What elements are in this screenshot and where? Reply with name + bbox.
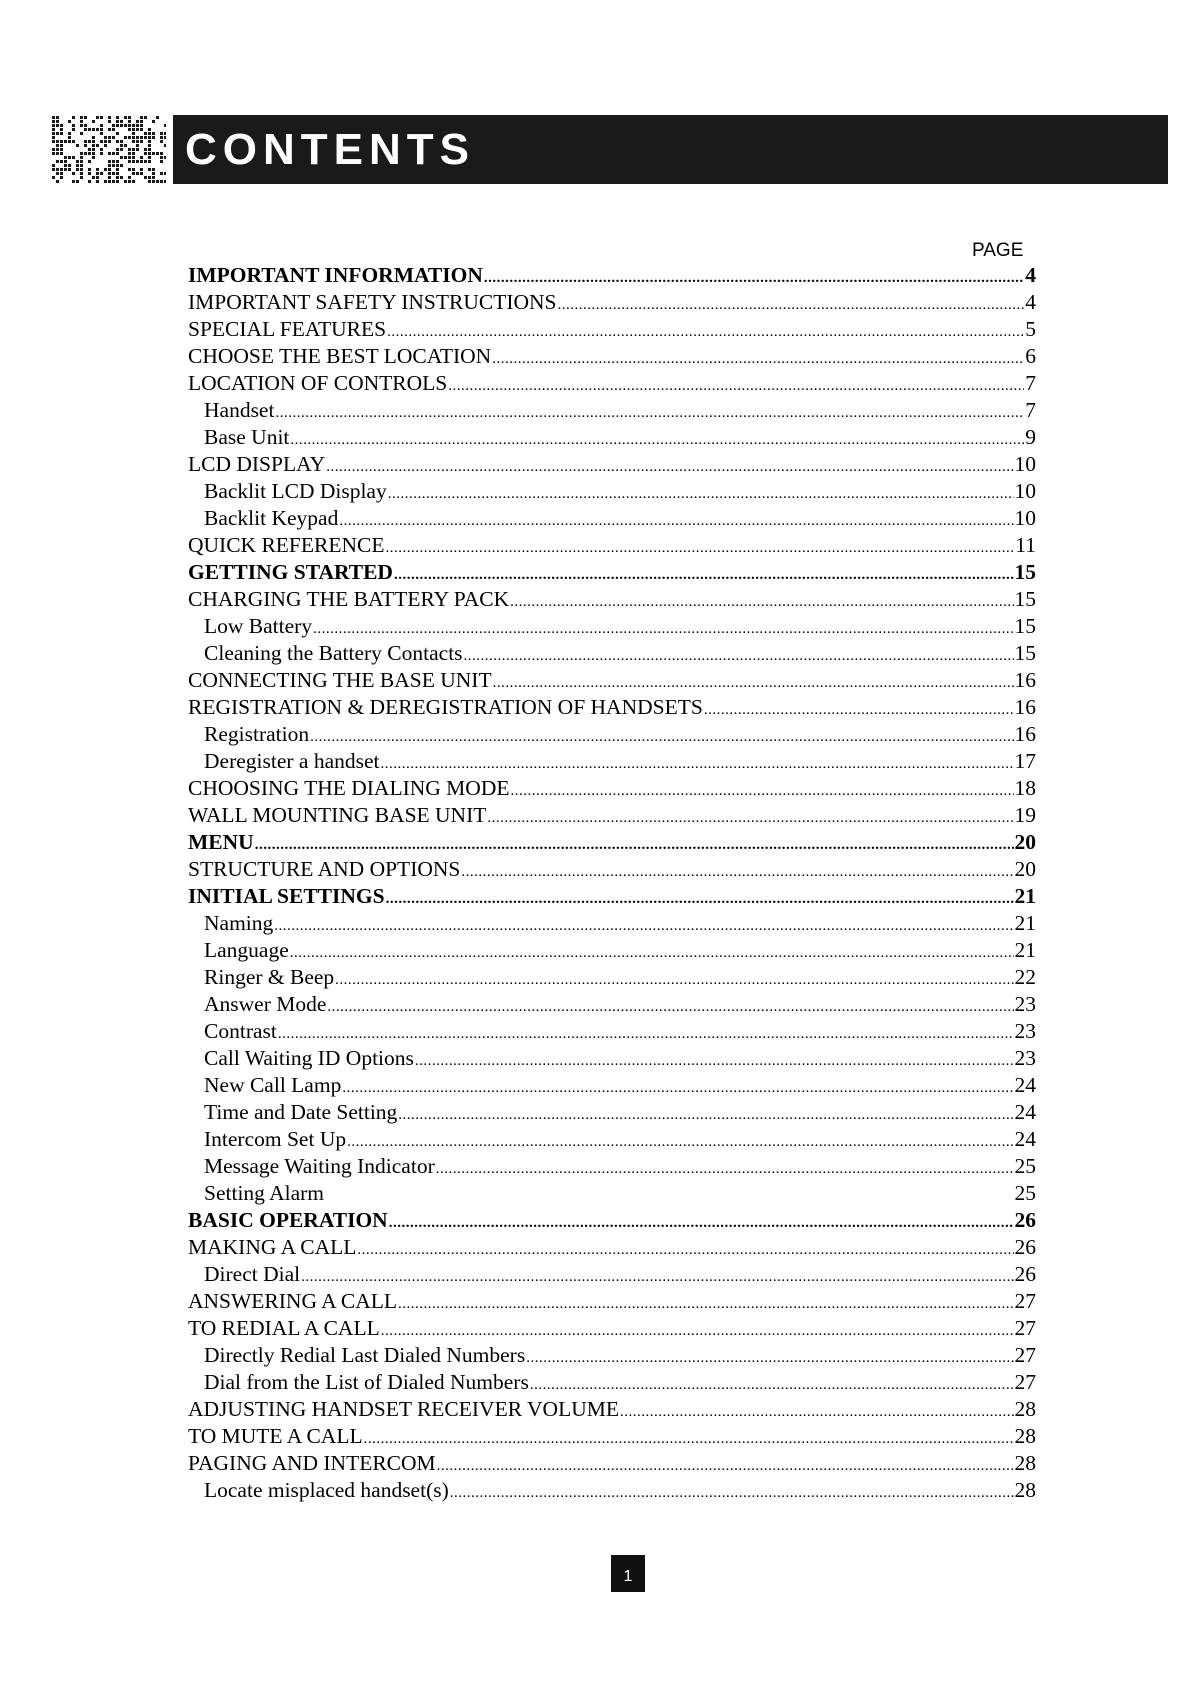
toc-entry[interactable]	[188, 937, 1036, 964]
toc-entry-page: 15	[1014, 614, 1036, 638]
toc-dot-leader	[364, 1426, 1014, 1453]
toc-entry-page: 23	[1014, 1046, 1036, 1070]
toc-entry[interactable]	[188, 964, 1036, 991]
toc-entry[interactable]	[188, 451, 1036, 478]
toc-dot-leader	[398, 1102, 1013, 1129]
toc-dot-leader	[510, 589, 1013, 616]
toc-entry[interactable]	[188, 1288, 1036, 1315]
toc-entry[interactable]	[188, 802, 1036, 829]
toc-entry[interactable]	[188, 721, 1036, 748]
toc-entry[interactable]	[188, 1342, 1036, 1369]
toc-entry-page: 18	[1014, 776, 1036, 800]
toc-dot-leader	[436, 1156, 1014, 1183]
toc-dot-leader	[388, 481, 1014, 508]
toc-entry[interactable]	[188, 1099, 1036, 1126]
toc-entry[interactable]	[188, 613, 1036, 640]
toc-entry[interactable]	[188, 1126, 1036, 1153]
toc-entry-label: CHARGING THE BATTERY PACK	[188, 587, 510, 611]
toc-entry[interactable]	[188, 1072, 1036, 1099]
toc-entry-page: 10	[1014, 452, 1036, 476]
toc-entry[interactable]	[188, 343, 1036, 370]
toc-entry-label: SPECIAL FEATURES	[188, 317, 387, 341]
toc-entry-label: TO MUTE A CALL	[188, 1424, 363, 1448]
toc-entry-page: 28	[1014, 1397, 1036, 1421]
toc-dot-leader	[510, 778, 1013, 805]
toc-dot-leader	[339, 508, 1013, 535]
page-column-label: PAGE	[972, 240, 1024, 261]
toc-entry[interactable]	[188, 1153, 1036, 1180]
toc-entry-label: Cleaning the Battery Contacts	[204, 641, 463, 665]
toc-entry-label: Message Waiting Indicator	[204, 1154, 435, 1178]
toc-entry-page: 16	[1014, 722, 1036, 746]
toc-dot-leader	[278, 1021, 1014, 1048]
toc-entry-page: 20	[1014, 857, 1036, 881]
toc-entry-page: 10	[1014, 506, 1036, 530]
toc-entry-label: Backlit LCD Display	[204, 479, 387, 503]
toc-entry-page: 15	[1014, 641, 1036, 665]
toc-entry-label: ADJUSTING HANDSET RECEIVER VOLUME	[188, 1397, 619, 1421]
toc-entry-label: Handset	[204, 398, 275, 422]
toc-dot-leader	[450, 1480, 1014, 1507]
toc-entry[interactable]	[188, 748, 1036, 775]
toc-entry-label: Contrast	[204, 1019, 277, 1043]
toc-entry[interactable]	[188, 289, 1036, 316]
toc-dot-leader	[275, 400, 1024, 427]
toc-entry[interactable]	[188, 1369, 1036, 1396]
toc-dot-leader	[464, 643, 1014, 670]
toc-dot-leader	[487, 805, 1013, 832]
toc-entry-label: Language	[204, 938, 289, 962]
toc-entry-page: 17	[1014, 749, 1036, 773]
toc-entry[interactable]	[188, 667, 1036, 694]
toc-dot-leader	[484, 265, 1024, 292]
toc-entry-label: Registration	[204, 722, 310, 746]
toc-entry-page: 15	[1014, 587, 1036, 611]
toc-entry[interactable]	[188, 370, 1036, 397]
toc-entry[interactable]	[188, 1423, 1036, 1450]
toc-entry-page: 10	[1014, 479, 1036, 503]
toc-entry-page: 24	[1014, 1127, 1036, 1151]
toc-entry-label: CHOOSING THE DIALING MODE	[188, 776, 510, 800]
toc-entry-label: Direct Dial	[204, 1262, 301, 1286]
toc-dot-leader	[255, 832, 1014, 859]
toc-entry-page: 4	[1025, 290, 1036, 314]
toc-entry[interactable]	[188, 694, 1036, 721]
toc-entry[interactable]	[188, 1018, 1036, 1045]
toc-entry[interactable]	[188, 1180, 1036, 1207]
toc-dot-leader	[313, 616, 1013, 643]
toc-dot-leader	[389, 1210, 1014, 1237]
toc-entry-label: Dial from the List of Dialed Numbers	[204, 1370, 529, 1394]
toc-entry[interactable]	[188, 532, 1036, 559]
toc-entry-page: 16	[1014, 695, 1036, 719]
toc-dot-leader	[437, 1453, 1014, 1480]
page-title: CONTENTS	[185, 125, 475, 174]
toc-dot-leader	[448, 373, 1024, 400]
table-of-contents	[188, 262, 1036, 1504]
toc-entry-page: 23	[1014, 992, 1036, 1016]
toc-entry-page: 9	[1025, 425, 1036, 449]
toc-entry-label: WALL MOUNTING BASE UNIT	[188, 803, 487, 827]
toc-dot-leader	[387, 319, 1024, 346]
toc-entry-label: New Call Lamp	[204, 1073, 342, 1097]
toc-entry[interactable]	[188, 1045, 1036, 1072]
toc-entry[interactable]	[188, 1207, 1036, 1234]
toc-entry-label: CHOOSE THE BEST LOCATION	[188, 344, 492, 368]
toc-entry-label: Base Unit	[204, 425, 290, 449]
toc-entry-label: PAGING AND INTERCOM	[188, 1451, 436, 1475]
toc-entry-label: BASIC OPERATION	[188, 1208, 388, 1232]
toc-entry-label: Setting Alarm	[204, 1181, 325, 1205]
toc-entry[interactable]	[188, 1261, 1036, 1288]
header-pattern-graphic	[52, 116, 166, 184]
toc-dot-leader	[274, 913, 1013, 940]
toc-entry-page: 11	[1015, 533, 1036, 557]
toc-dot-leader	[620, 1399, 1014, 1426]
toc-entry-page: 5	[1025, 317, 1036, 341]
toc-entry-label: TO REDIAL A CALL	[188, 1316, 380, 1340]
toc-entry[interactable]	[188, 586, 1036, 613]
toc-entry-page: 27	[1014, 1370, 1036, 1394]
toc-entry-label: LOCATION OF CONTROLS	[188, 371, 448, 395]
toc-entry-page: 21	[1014, 911, 1036, 935]
toc-dot-leader	[493, 670, 1014, 697]
toc-entry[interactable]	[188, 910, 1036, 937]
toc-entry[interactable]	[188, 1315, 1036, 1342]
toc-entry-page: 24	[1014, 1073, 1036, 1097]
toc-entry-page: 27	[1014, 1343, 1036, 1367]
toc-entry[interactable]	[188, 1234, 1036, 1261]
toc-entry-label: LCD DISPLAY	[188, 452, 326, 476]
toc-entry[interactable]	[188, 991, 1036, 1018]
toc-entry-page: 6	[1025, 344, 1036, 368]
toc-entry-label: Naming	[204, 911, 274, 935]
toc-entry[interactable]	[188, 1477, 1036, 1504]
toc-entry-label: Intercom Set Up	[204, 1127, 347, 1151]
toc-entry-label: IMPORTANT INFORMATION	[188, 263, 483, 287]
toc-entry-label: Time and Date Setting	[204, 1100, 398, 1124]
toc-entry-page: 25	[1014, 1181, 1036, 1205]
toc-entry-label: QUICK REFERENCE	[188, 533, 385, 557]
toc-entry-label: CONNECTING THE BASE UNIT	[188, 668, 492, 692]
toc-dot-leader	[342, 1075, 1013, 1102]
toc-entry-label: Call Waiting ID Options	[204, 1046, 414, 1070]
toc-entry-page: 22	[1014, 965, 1036, 989]
toc-entry-page: 20	[1014, 830, 1036, 854]
toc-entry-page: 27	[1014, 1316, 1036, 1340]
toc-entry-label: STRUCTURE AND OPTIONS	[188, 857, 461, 881]
toc-entry-label: Backlit Keypad	[204, 506, 339, 530]
toc-entry[interactable]	[188, 640, 1036, 667]
toc-entry-page: 21	[1014, 938, 1036, 962]
toc-entry-label: Locate misplaced handset(s)	[204, 1478, 449, 1502]
toc-dot-leader	[381, 1318, 1014, 1345]
toc-entry-page: 23	[1014, 1019, 1036, 1043]
toc-dot-leader	[335, 967, 1013, 994]
toc-entry-page: 19	[1014, 803, 1036, 827]
toc-entry-page: 27	[1014, 1289, 1036, 1313]
toc-dot-leader	[492, 346, 1024, 373]
toc-dot-leader	[290, 427, 1024, 454]
toc-entry-label: Answer Mode	[204, 992, 327, 1016]
toc-dot-leader	[558, 292, 1025, 319]
toc-entry[interactable]	[188, 883, 1036, 910]
toc-entry-page: 26	[1014, 1235, 1036, 1259]
toc-entry[interactable]	[188, 1396, 1036, 1423]
toc-entry-label: Ringer & Beep	[204, 965, 335, 989]
toc-entry-label: IMPORTANT SAFETY INSTRUCTIONS	[188, 290, 557, 314]
toc-entry-page: 7	[1025, 371, 1036, 395]
toc-entry-page: 21	[1014, 884, 1036, 908]
toc-entry[interactable]	[188, 424, 1036, 451]
toc-entry-page: 26	[1014, 1262, 1036, 1286]
toc-dot-leader	[394, 562, 1014, 589]
toc-entry-page: 15	[1014, 560, 1036, 584]
toc-dot-leader	[290, 940, 1014, 967]
toc-entry[interactable]	[188, 829, 1036, 856]
toc-dot-leader	[415, 1048, 1014, 1075]
toc-dot-leader	[530, 1372, 1014, 1399]
toc-dot-leader	[310, 724, 1013, 751]
header-bar	[173, 115, 1168, 184]
toc-entry-label: GETTING STARTED	[188, 560, 393, 584]
toc-entry-label: MAKING A CALL	[188, 1235, 357, 1259]
toc-entry-page: 4	[1025, 263, 1036, 287]
toc-dot-leader	[526, 1345, 1013, 1372]
toc-entry[interactable]	[188, 559, 1036, 586]
toc-entry[interactable]	[188, 775, 1036, 802]
toc-entry-page: 26	[1014, 1208, 1036, 1232]
toc-entry[interactable]	[188, 316, 1036, 343]
toc-entry-label: REGISTRATION & DEREGISTRATION OF HANDSETS	[188, 695, 703, 719]
toc-dot-leader	[398, 1291, 1013, 1318]
toc-entry-page: 25	[1014, 1154, 1036, 1178]
toc-dot-leader	[327, 994, 1013, 1021]
toc-entry-page: 28	[1014, 1451, 1036, 1475]
toc-entry[interactable]	[188, 262, 1036, 289]
toc-entry-page: 16	[1014, 668, 1036, 692]
page-number: 1	[611, 1555, 645, 1592]
toc-entry[interactable]	[188, 856, 1036, 883]
toc-entry[interactable]	[188, 478, 1036, 505]
toc-dot-leader	[386, 535, 1015, 562]
toc-entry-page: 7	[1025, 398, 1036, 422]
toc-entry-label: INITIAL SETTINGS	[188, 884, 385, 908]
toc-entry-label: ANSWERING A CALL	[188, 1289, 398, 1313]
toc-entry-page: 24	[1014, 1100, 1036, 1124]
toc-entry-page: 28	[1014, 1424, 1036, 1448]
toc-entry[interactable]	[188, 397, 1036, 424]
toc-dot-leader	[386, 886, 1014, 913]
toc-entry-label: Directly Redial Last Dialed Numbers	[204, 1343, 526, 1367]
toc-entry-page: 28	[1014, 1478, 1036, 1502]
toc-dot-leader	[704, 697, 1014, 724]
toc-dot-leader	[326, 454, 1013, 481]
toc-dot-leader	[347, 1129, 1013, 1156]
toc-entry-label: Deregister a handset	[204, 749, 380, 773]
toc-entry-label: Low Battery	[204, 614, 313, 638]
toc-dot-leader	[461, 859, 1013, 886]
toc-dot-leader	[301, 1264, 1013, 1291]
toc-entry-label: MENU	[188, 830, 254, 854]
toc-entry[interactable]	[188, 505, 1036, 532]
toc-dot-leader	[381, 751, 1014, 778]
toc-dot-leader	[357, 1237, 1013, 1264]
toc-entry[interactable]	[188, 1450, 1036, 1477]
